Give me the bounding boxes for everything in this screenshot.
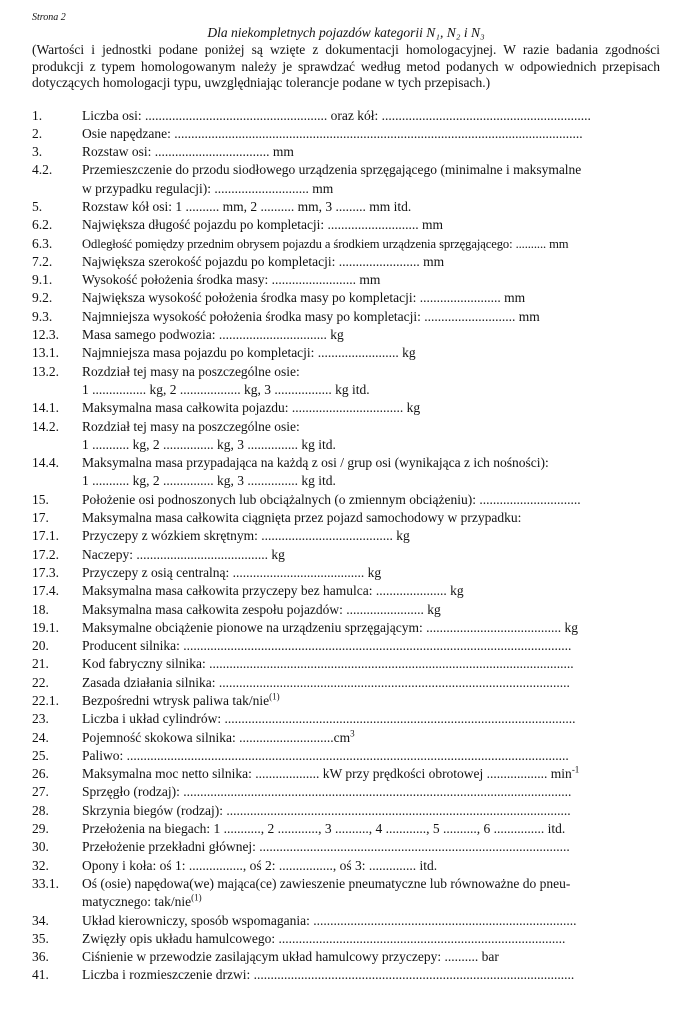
item-text [82,930,660,948]
form-item [32,326,660,344]
item-label: Najmniejsza masa pojazdu po kompletacji: ........................ kg [82,345,416,361]
form-item [32,509,660,527]
form-item [32,912,660,930]
item-number: 14.4. [32,455,59,471]
item-number: 4.2. [32,162,53,178]
item-number: 14.2. [32,418,59,434]
item-label: Położenie osi podnoszonych lub obciążalnych (o zmiennym obciążeniu): .............................. [82,491,581,507]
item-number: 28. [32,802,49,818]
item-number [32,472,82,490]
item-number: 3. [32,144,43,160]
form-item [32,692,660,710]
form-item [32,875,660,893]
item-label: Rozdział tej masy na poszczególne osie: [82,363,300,379]
item-text [82,765,660,783]
item-label: Masa samego podwozia: ................................ kg [82,327,344,343]
item-text [82,344,660,362]
form-item [32,564,660,582]
item-label: Maksymalna masa całkowita pojazdu: ................................. kg [82,400,421,416]
item-label: 1 ........... kg, 2 ............... kg, 3 ............... kg itd. [82,473,336,489]
form-item [32,235,660,253]
item-text [82,820,660,838]
form-item [32,454,660,472]
item-label: Rozstaw kół osi: 1 .......... mm, 2 .......... mm, 3 ......... mm itd. [82,198,412,214]
form-item [32,363,660,381]
item-number [32,893,82,911]
form-item [32,820,660,838]
item-number: 17.4. [32,583,59,599]
page-label: Strona 2 [32,12,66,23]
item-label: Układ kierowniczy, sposób wspomagania: .............................................................................. [82,912,577,928]
item-superscript: -1 [571,764,580,775]
item-label: Przyczepy z wózkiem skrętnym: ....................................... kg [82,528,410,544]
item-text [82,472,660,490]
item-label: Maksymalna masa przypadająca na każdą z osi / grup osi (wynikająca z ich nośności): [82,455,549,471]
form-item [32,253,660,271]
item-number: 2. [32,125,43,141]
item-number: 12.3. [32,327,59,343]
item-text [82,107,660,125]
form-item [32,125,660,143]
item-text [82,637,660,655]
form-item [32,674,660,692]
item-superscript: (1) [269,691,280,702]
form-item [32,491,660,509]
item-text [82,418,660,436]
item-text [82,125,660,143]
item-label: w przypadku regulacji): ............................ mm [82,180,334,196]
item-label: Liczba i rozmieszczenie drzwi: ............................................................................................... [82,967,575,983]
item-label: Paliwo: ................................................................................................................................... [82,747,569,763]
item-text [82,454,660,472]
item-label: Naczepy: ....................................... kg [82,546,285,562]
form-item [32,966,660,984]
item-label: Ciśnienie w przewodzie zasilającym układ hamulcowy przyczepy: .......... bar [82,949,499,965]
item-number: 24. [32,729,49,745]
form-item [32,729,660,747]
item-number: 33.1. [32,875,59,891]
item-text [82,399,660,417]
form-item [32,747,660,765]
form-item [32,619,660,637]
item-number: 1. [32,107,43,123]
item-text [82,436,660,454]
item-text [82,857,660,875]
item-number: 6.3. [32,235,53,251]
item-text [82,235,660,253]
form-item-continuation [32,436,660,454]
item-number: 22.1. [32,693,59,708]
item-label: Największa długość pojazdu po kompletacji: ........................... mm [82,217,444,233]
form-item [32,765,660,783]
item-label: Liczba i układ cylindrów: ........................................................................................................ [82,711,576,727]
item-text [82,912,660,930]
form-item [32,399,660,417]
form-item-continuation [32,472,660,490]
item-label: Rozstaw osi: .................................. mm [82,144,294,160]
item-text [82,674,660,692]
form-item-continuation [32,893,660,911]
form-item [32,582,660,600]
item-number [32,381,82,399]
form-item [32,710,660,728]
item-text [82,582,660,600]
item-label: Najmniejsza wysokość położenia środka masy po kompletacji: ........................... mm [82,308,540,324]
item-label: 1 ........... kg, 2 ............... kg, 3 ............... kg itd. [82,436,336,452]
item-number: 9.2. [32,290,53,306]
form-item [32,948,660,966]
item-text [82,363,660,381]
item-number: 7.2. [32,253,53,269]
item-number [32,436,82,454]
item-text [82,729,660,747]
item-label: Przyczepy z osią centralną: ....................................... kg [82,564,382,580]
item-text [82,893,660,911]
item-number: 13.2. [32,363,59,379]
item-text [82,180,660,198]
item-label: Producent silnika: ................................................................................................................... [82,638,572,654]
item-text [82,747,660,765]
item-number: 9.3. [32,308,53,324]
item-superscript: (1) [191,892,202,903]
item-number: 20. [32,638,49,654]
item-label: Kod fabryczny silnika: ............................................................................................................ [82,656,574,672]
item-number: 9.1. [32,272,53,288]
item-label: Wysokość położenia środka masy: ......................... mm [82,272,381,288]
form-item [32,783,660,801]
item-text [82,948,660,966]
item-text [82,875,660,893]
item-number: 29. [32,821,49,837]
item-number: 6.2. [32,217,53,233]
item-text [82,655,660,673]
item-text [82,509,660,527]
item-label: Bezpośredni wtrysk paliwa tak/nie [82,693,270,708]
item-text [82,198,660,216]
item-number: 15. [32,491,49,507]
item-text [82,564,660,582]
item-number: 22. [32,674,49,690]
item-label: Pojemność skokowa silnika: ............................cm [82,729,351,745]
form-item [32,308,660,326]
item-text [82,546,660,564]
item-number: 17.3. [32,564,59,580]
item-text [82,216,660,234]
intro-paragraph: (Wartości i jednostki podane poniżej są wzięte z dokumentacji homologacyjnej. W razie badania zgodności produkcji z typem homologowanym należy je sprawdzać według metod podanych w odpowiednich przepisach dotyczących homologacji typu, uwzględniając tolerancje podane w tych przepisach.) [32,42,660,90]
document-page [32,12,660,985]
item-number: 41. [32,967,49,983]
item-number: 27. [32,784,49,800]
item-number: 5. [32,198,43,214]
item-number: 34. [32,912,49,928]
form-item [32,930,660,948]
item-text [82,619,660,637]
item-text [82,802,660,820]
item-label: Maksymalna masa całkowita przyczepy bez hamulca: ..................... kg [82,583,464,599]
item-text [82,326,660,344]
item-number: 18. [32,601,49,617]
item-text [82,601,660,619]
item-number: 23. [32,711,49,727]
item-text [82,783,660,801]
form-item [32,857,660,875]
item-label: Rozdział tej masy na poszczególne osie: [82,418,300,434]
form-item [32,107,660,125]
form-item [32,143,660,161]
form-title: Dla niekompletnych pojazdów kategorii N₁, N₂ i N₃ [207,25,485,40]
form-item [32,546,660,564]
item-number: 35. [32,930,49,946]
item-text [82,710,660,728]
item-number: 32. [32,857,49,873]
item-text [82,308,660,326]
item-text [82,692,660,710]
item-number: 25. [32,747,49,763]
item-label: Największa szerokość pojazdu po kompletacji: ........................ mm [82,253,445,269]
item-label: Opony i koła: oś 1: ................, oś 2: ................, oś 3: .............. itd. [82,857,438,873]
form-item-continuation [32,381,660,399]
item-label: Sprzęgło (rodzaj): ................................................................................................................... [82,784,572,800]
item-text [82,381,660,399]
form-item [32,838,660,856]
form-item [32,637,660,655]
item-number: 17. [32,510,49,526]
item-label: 1 ................ kg, 2 .................. kg, 3 ................. kg itd. [82,381,370,397]
item-label: Odległość pomiędzy przednim obrysem pojazdu a środkiem urządzenia sprzęgającego: .......... mm [82,236,569,251]
form-item [32,527,660,545]
item-label: Zwięzły opis układu hamulcowego: ..................................................................................... [82,930,566,946]
item-label: Przełożenia na biegach: 1 ..........., 2 ............, 3 .........., 4 ............, 5 .........., 6 ............... itd. [82,821,566,837]
item-label: Maksymalne obciążenie pionowe na urządzeniu sprzęgającym: ........................................ kg [82,619,578,635]
form-items-list [32,107,660,985]
form-item [32,271,660,289]
item-label: Maksymalna masa całkowita ciągnięta przez pojazd samochodowy w przypadku: [82,510,522,526]
item-superscript: 3 [350,728,355,739]
form-item [32,601,660,619]
item-label: Przemieszczenie do przodu siodłowego urządzenia sprzęgającego (minimalne i maksymalne [82,162,582,178]
item-label: Osie napędzane: ......................................................................................................................... [82,125,583,141]
item-label: Oś (osie) napędowa(we) mająca(ce) zawieszenie pneumatyczne lub równoważne do pneu- [82,875,571,891]
item-number: 36. [32,949,49,965]
form-item [32,344,660,362]
item-label: Największa wysokość położenia środka masy po kompletacji: ........................ mm [82,290,526,306]
item-text [82,143,660,161]
item-number: 14.1. [32,400,59,416]
form-item [32,418,660,436]
item-label: matycznego: tak/nie [82,894,192,910]
item-text [82,527,660,545]
form-item [32,802,660,820]
form-item [32,655,660,673]
item-text [82,966,660,984]
item-text [82,271,660,289]
item-label: Przełożenie przekładni głównej: ............................................................................................ [82,839,570,855]
item-label: Skrzynia biegów (rodzaj): ...................................................................................................... [82,802,571,818]
item-label: Maksymalna moc netto silnika: ................... kW przy prędkości obrotowej .................. min [82,766,572,782]
item-number: 19.1. [32,619,59,635]
form-item-continuation [32,180,660,198]
item-number: 30. [32,839,49,855]
item-label: Liczba osi: ...................................................... oraz kół: .............................................................. [82,107,591,123]
item-label: Maksymalna masa całkowita zespołu pojazdów: ....................... kg [82,601,441,617]
form-item [32,198,660,216]
item-number [32,180,82,198]
item-text [82,491,660,509]
item-number: 13.1. [32,345,59,361]
form-item [32,216,660,234]
item-text [82,838,660,856]
item-number: 17.1. [32,528,59,544]
item-text [82,289,660,307]
item-text [82,161,660,179]
item-label: Zasada działania silnika: ........................................................................................................ [82,674,570,690]
form-item [32,161,660,179]
form-item [32,289,660,307]
item-number: 17.2. [32,546,59,562]
item-number: 26. [32,766,49,782]
item-text [82,253,660,271]
item-number: 21. [32,656,49,672]
